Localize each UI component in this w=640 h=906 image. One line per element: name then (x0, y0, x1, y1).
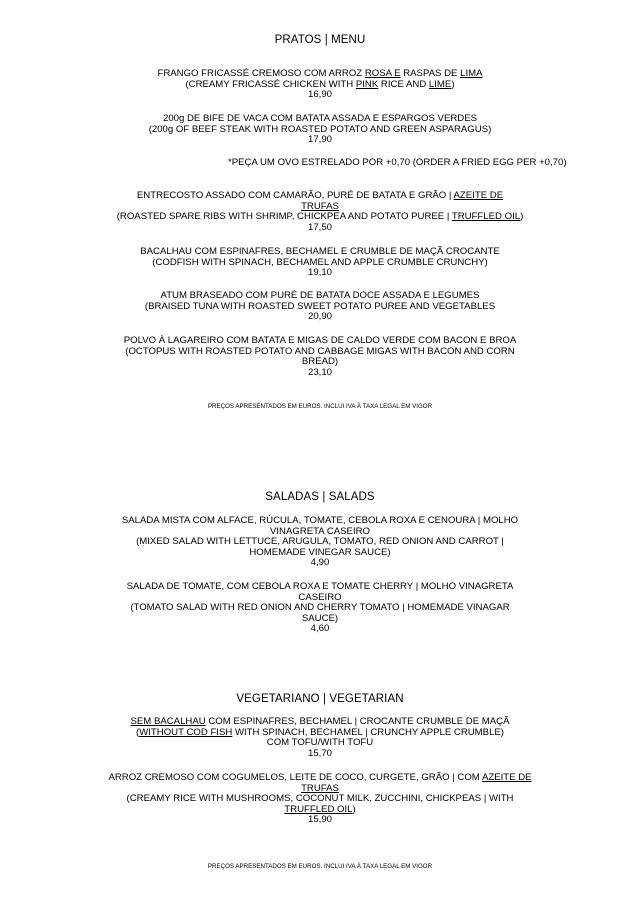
veg-item-creamy-rice (100, 773, 540, 826)
item-line-en: (200g OF BEEF STEAK WITH ROASTED POTATO AND GREEN ASPARAGUS) (148, 123, 492, 135)
item-line-en: (CREAMY RICE WITH MUSHROOMS, COCONUT MILK, ZUCCHINI, CHICKPEAS | WITH (126, 793, 514, 805)
item-price: 23,10 (307, 366, 332, 378)
item-line-pt-cont: TRUFAS (301, 782, 339, 794)
price-note: PREÇOS APRESENTADOS EM EUROS. INCLUI IVA À TAXA LEGAL EM VIGOR (207, 403, 433, 410)
item-price: 17,90 (307, 134, 332, 146)
item-line-en: (CREAMY FRICASSÉ CHICKEN WITH PINK RICE AND LIME) (185, 78, 455, 90)
menu-item-beef (100, 114, 540, 146)
menu-item-octopus (100, 336, 540, 378)
item-line-pt: BACALHAU COM ESPINAFRES, BECHAMEL E CRUMBLE DE MAÇÃ CROCANTE (140, 246, 500, 257)
item-line-pt: ARROZ CREMOSO COM COGUMELOS, LEITE DE COCO, CURGETE, GRÃO | COM AZEITE DE (108, 772, 532, 783)
item-line-en-cont: TRUFFLED OIL) (284, 803, 356, 815)
item-line-en-cont: HOMEMADE VINEGAR SAUCE) (249, 546, 391, 558)
menu-item-codfish (100, 247, 540, 279)
vegetarian-section-title: VEGETARIANO | VEGETARIAN (236, 693, 404, 705)
menu-section-title: PRATOS | MENU (274, 34, 366, 46)
item-line-en: (BRAISED TUNA WITH ROASTED SWEET POTATO PUREE AND VEGETABLES (144, 300, 496, 312)
veg-item-no-codfish (100, 717, 540, 759)
item-line-pt: SALADA DE TOMATE, COM CEBOLA ROXA E TOMATE CHERRY | MOLHO VINAGRETA (126, 581, 514, 592)
item-line-pt-cont: CASEIRO (298, 591, 342, 603)
menu-item-ribs (100, 191, 540, 233)
item-line-en: (WITHOUT COD FISH WITH SPINACH, BECHAMEL | CRUNCHY APPLE CRUMBLE) (136, 726, 504, 738)
item-price: 4,60 (310, 623, 330, 635)
item-price: 19,10 (307, 267, 332, 279)
price-note-bottom: PREÇOS APRESENTADOS EM EUROS. INCLUI IVA À TAXA LEGAL EM VIGOR (207, 863, 433, 870)
item-line-en: (OCTOPUS WITH ROASTED POTATO AND CABBAGE MIGAS WITH BACON AND CORN (125, 345, 515, 357)
item-price: 15,70 (307, 747, 332, 759)
item-line-pt-cont: TRUFAS (301, 200, 339, 212)
menu-item-chicken (100, 69, 540, 101)
item-line-pt: 200g DE BIFE DE VACA COM BATATA ASSADA E ESPARGOS VERDES (162, 113, 478, 124)
item-line-pt: ATUM BRASEADO COM PURÉ DE BATATA DOCE ASSADA E LEGUMES (160, 290, 480, 301)
item-line-en: (TOMATO SALAD WITH RED ONION AND CHERRY TOMATO | HOMEMADE VINAGAR (130, 602, 510, 614)
item-line-tofu: COM TOFU/WITH TOFU (266, 737, 374, 749)
salads-section-title: SALADAS | SALADS (265, 491, 375, 503)
item-line-pt: ENTRECOSTO ASSADO COM CAMARÃO, PURÉ DE BATATA E GRÃO | AZEITE DE (136, 190, 504, 201)
item-price: 20,90 (307, 311, 332, 323)
item-line-en: (CODFISH WITH SPINACH, BECHAMEL AND APPLE CRUMBLE CRUNCHY) (152, 256, 488, 268)
menu-item-tuna (100, 291, 540, 323)
item-line-en-cont: SAUCE) (301, 612, 339, 624)
item-line-pt: FRANGO FRICASSÉ CREMOSO COM ARROZ ROSA E RASPAS DE LIMA (157, 68, 483, 79)
salad-item-tomato (100, 582, 540, 635)
item-line-en: (ROASTED SPARE RIBS WITH SHRIMP, CHICKPEA AND POTATO PUREE | TRUFFLED OIL) (116, 211, 524, 223)
item-price: 16,90 (307, 89, 332, 101)
salad-item-mixed (100, 516, 540, 569)
item-line-en: (MIXED SALAD WITH LETTUCE, ARUGULA, TOMATO, RED ONION AND CARROT | (136, 536, 504, 548)
item-price: 15,90 (307, 814, 332, 826)
item-line-pt: POLVO À LAGAREIRO COM BATATA E MIGAS DE CALDO VERDE COM BACON E BROA (123, 335, 517, 346)
item-line-pt: SEM BACALHAU COM ESPINAFRES, BECHAMEL | CROCANTE CRUMBLE DE MAÇÃ (130, 716, 510, 727)
item-line-en-cont: BREAD) (301, 356, 339, 368)
item-price: 4,90 (310, 557, 330, 569)
item-price: 17,50 (307, 221, 332, 233)
egg-note: *PEÇA UM OVO ESTRELADO POR +0,70 (ORDER A FRIED EGG PER +0,70) (228, 157, 567, 168)
item-line-pt: SALADA MISTA COM ALFACE, RÚCULA, TOMATE, CEBOLA ROXA E CENOURA | MOLHO (121, 515, 519, 526)
item-line-pt-cont: VINAGRETA CASEIRO (269, 525, 371, 537)
